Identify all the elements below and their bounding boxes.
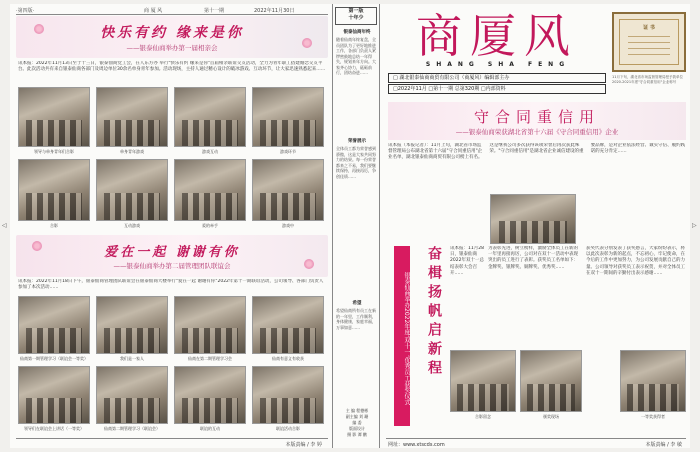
photo-caption: 仙商有意义有收获 xyxy=(272,356,304,361)
event-photo xyxy=(620,350,686,412)
feature-column-2: 为表彰先进，树立榜样，激励全体员工在新的一年里再接再厉，公司对在双十一活动中表现突出的员工进行了表彰。获奖员工名单如下：金牌奖、银牌奖、铜牌奖、优秀奖…… xyxy=(488,246,578,270)
photo-caption: 仙商第一期管理学习（联谊会一等奖） xyxy=(20,356,88,361)
event-photo xyxy=(520,350,582,412)
event-photo xyxy=(96,159,168,221)
event-photo xyxy=(490,194,576,244)
issue-number: 第十一期 xyxy=(204,8,225,14)
right-page-marker-icon: ▷ xyxy=(692,222,697,229)
event-photo xyxy=(18,159,90,221)
event-photo xyxy=(252,296,324,354)
event-photo xyxy=(96,87,168,147)
photo-caption: 联谊活动合影 xyxy=(276,426,300,431)
middle-column xyxy=(332,4,380,448)
newspaper-spread xyxy=(10,4,690,448)
page-editor: 本版责编 / 李 婷 xyxy=(285,442,322,448)
photo-caption: 合影 xyxy=(50,223,58,228)
certificate-frame xyxy=(619,19,679,65)
right-page-footer xyxy=(386,438,686,448)
section-label: ·第四版· xyxy=(16,8,35,14)
event-photo xyxy=(252,87,324,147)
headline-subtitle: ——银泰仙商荣获湖北省第十六届《守合同重信用》企业 xyxy=(455,128,619,136)
article-title: 爱在一起 谢谢有你 xyxy=(104,245,240,260)
column-header xyxy=(335,7,377,25)
event-photo xyxy=(174,296,246,354)
photo-caption: 仙商在第二期管理学习会 xyxy=(188,356,232,361)
credit-line: 摄 影 谭 鹏 xyxy=(347,432,367,437)
website-link[interactable]: 网址：www.xtscds.com xyxy=(388,442,445,448)
editorial-credits xyxy=(336,408,378,438)
photo-caption: 爱的牵手 xyxy=(202,223,218,228)
headline-banner xyxy=(388,102,686,140)
column-section-title: 银泰仙商年终 xyxy=(343,30,371,35)
photo-caption: 我们是一家人 xyxy=(120,356,144,361)
feature-column-3: 获奖代表分别发表了获奖感言，大家纷纷表示，将以此次表彰为新的起点，不忘初心，牢记使命，在今后的工作中更加努力，为公司发展贡献自己的力量。公司领导对获奖员工表示祝贺，并对全体员工在双十一期间的辛勤付出表示感谢…… xyxy=(586,246,685,276)
credit-line: 版面设计 xyxy=(349,426,365,431)
photo-caption: 颁奖现场 xyxy=(543,414,559,419)
column-section-text: 希望仙商所有员工在新的一年里，工作顺利，身体健康，家庭幸福，万事如意…… xyxy=(336,308,376,330)
column-section-title: 荣誉展示 xyxy=(348,139,366,144)
event-photo xyxy=(450,350,516,412)
feature-column-1: 讯本报：11月28日，银泰仙商2022年双十一总结表彰大会召开…… xyxy=(450,246,484,276)
photo-caption: 仙商第二期管理学习（联谊会） xyxy=(104,426,160,431)
column-section-text: 全体员工都为荣誉感到骄傲，这是大家共同努力的结果。每一份荣誉都来之不易，我们要继续保持，再接再厉，争创佳绩…… xyxy=(336,146,376,179)
photo-caption: 领导们在联谊会上讲话（一等奖） xyxy=(24,426,84,431)
issue-info: □2022年11月 □第十一期 总第320期 □内部资料 xyxy=(388,84,606,94)
vertical-subtitle-band: 银泰仙商举办2022年度‘双十一’优秀员工获奖仪式 xyxy=(394,246,410,426)
certificate-rule xyxy=(628,36,670,37)
matchmaking-banner xyxy=(16,16,328,58)
article-subtitle: ——银泰仙商举办第一届相亲会 xyxy=(126,44,218,52)
event-photo xyxy=(174,366,246,424)
certificate-caption: 11月下旬，湖北省市场监督管理局授予我单位2020-2021年度"守合同重信用"企业称号 xyxy=(612,75,683,84)
event-photo xyxy=(252,159,324,221)
photo-caption: 领导与单身青年们合影 xyxy=(34,149,74,154)
event-photo xyxy=(96,296,168,354)
photo-caption: 互动游戏 xyxy=(124,223,140,228)
article-body: 讯本报：2022年11月13日至于十三日，银泰仙商党工会，在人东方办 举行"快乐有约 缘来是你"首届相亲联谊交友活动，全力为青年职工搭建婚恋交友平台。此次活动共有来自银泰仙商各部门及周边单位30余名单身青年参加。活动现场，主持人通过精心设计的破冰游戏、互动环节，让大家迅速熟悉起来…… xyxy=(18,61,326,72)
event-photo xyxy=(174,159,246,221)
award-photo xyxy=(490,194,576,244)
photo-caption: 一等奖获得者 xyxy=(641,414,665,419)
certificate-rule xyxy=(628,48,670,49)
article-body: 讯本报：2022年11月18日下午，银泰仙商管理团队联谊会在银泰仙商大楼举行"爱在一起 谢谢有你"2022年第十一期联谊活动，公司领导、各部门负责人参加了本次活动…… xyxy=(18,279,324,290)
event-photo xyxy=(18,366,90,424)
page-editor: 本版责编 / 李 敏 xyxy=(645,442,682,448)
article-subtitle: ——银泰仙商举办第二届管理团队联谊会 xyxy=(113,262,231,270)
issue-date: 2022年11月30日 xyxy=(254,8,295,14)
event-photo xyxy=(174,87,246,147)
photo-caption: 游戏环节 xyxy=(280,149,296,154)
publisher-info: □ 湖北银泰仙商商贸有限公司（商厦风）编辑部主办 xyxy=(388,73,606,83)
photo-caption: 联谊的互动 xyxy=(200,426,220,431)
column-section-text: 随着仙商年终复盘，全员团队为了更好地推进工作，各部门负责人紧锣密鼓地总结一年得失，规划来年方向。大家齐心协力，砥砺前行，团结奋进…… xyxy=(336,37,376,75)
photo-caption: 单身青年游戏 xyxy=(120,149,144,154)
paper-name: 商 厦 风 xyxy=(144,8,163,14)
right-page xyxy=(380,4,690,448)
certificate-rule xyxy=(628,42,670,43)
event-photo xyxy=(18,296,90,354)
event-photo xyxy=(252,366,324,424)
event-photo xyxy=(96,366,168,424)
left-page-marker-icon: ◁ xyxy=(2,222,7,229)
headline-title: 守合同重信用 xyxy=(473,108,600,126)
column-section-title: 希望 xyxy=(352,301,362,306)
certificate-image xyxy=(612,12,686,72)
photo-caption: 游戏中 xyxy=(282,223,294,228)
event-photo xyxy=(18,87,90,147)
credit-line: 主 编 程德彬 xyxy=(345,408,369,413)
masthead-pinyin: SHANG SHA FENG xyxy=(425,61,571,68)
photo-caption: 合影留念 xyxy=(475,414,491,419)
vertical-title: 奋楫扬帆启新程 xyxy=(426,246,442,379)
certificate-title: 证 书 xyxy=(643,25,655,31)
headline-article-body: 讯本报（本报记者）：11月上旬，湖北省市场监督管理局公布湖北省第十六届"守合同重信用"企业名单，湖北银泰仙商商贸有限公司榜上有名。这是继我公司多次获得该项荣誉后再次获此殊荣。"守合同重信用"是湖北省企业诚信建设的重要品牌，是对企业依法经营、诚实守信、履约践诺的充分肯定…… xyxy=(388,143,686,160)
credit-line: 副主编 刘 珊 xyxy=(345,414,369,419)
certificate-rule xyxy=(628,54,670,55)
team-banner xyxy=(16,235,328,277)
column-header-line: 第一版 十年少 xyxy=(348,8,364,21)
photo-caption: 游戏互动 xyxy=(202,149,218,154)
feature-vertical-heading xyxy=(394,246,446,426)
left-page-footer xyxy=(16,438,328,448)
credit-line: 编 委 xyxy=(352,420,362,425)
left-page xyxy=(10,4,332,448)
left-page-header xyxy=(16,6,328,15)
article-title: 快乐有约 缘来是你 xyxy=(100,25,244,41)
masthead-title: 商厦风 xyxy=(416,9,578,63)
